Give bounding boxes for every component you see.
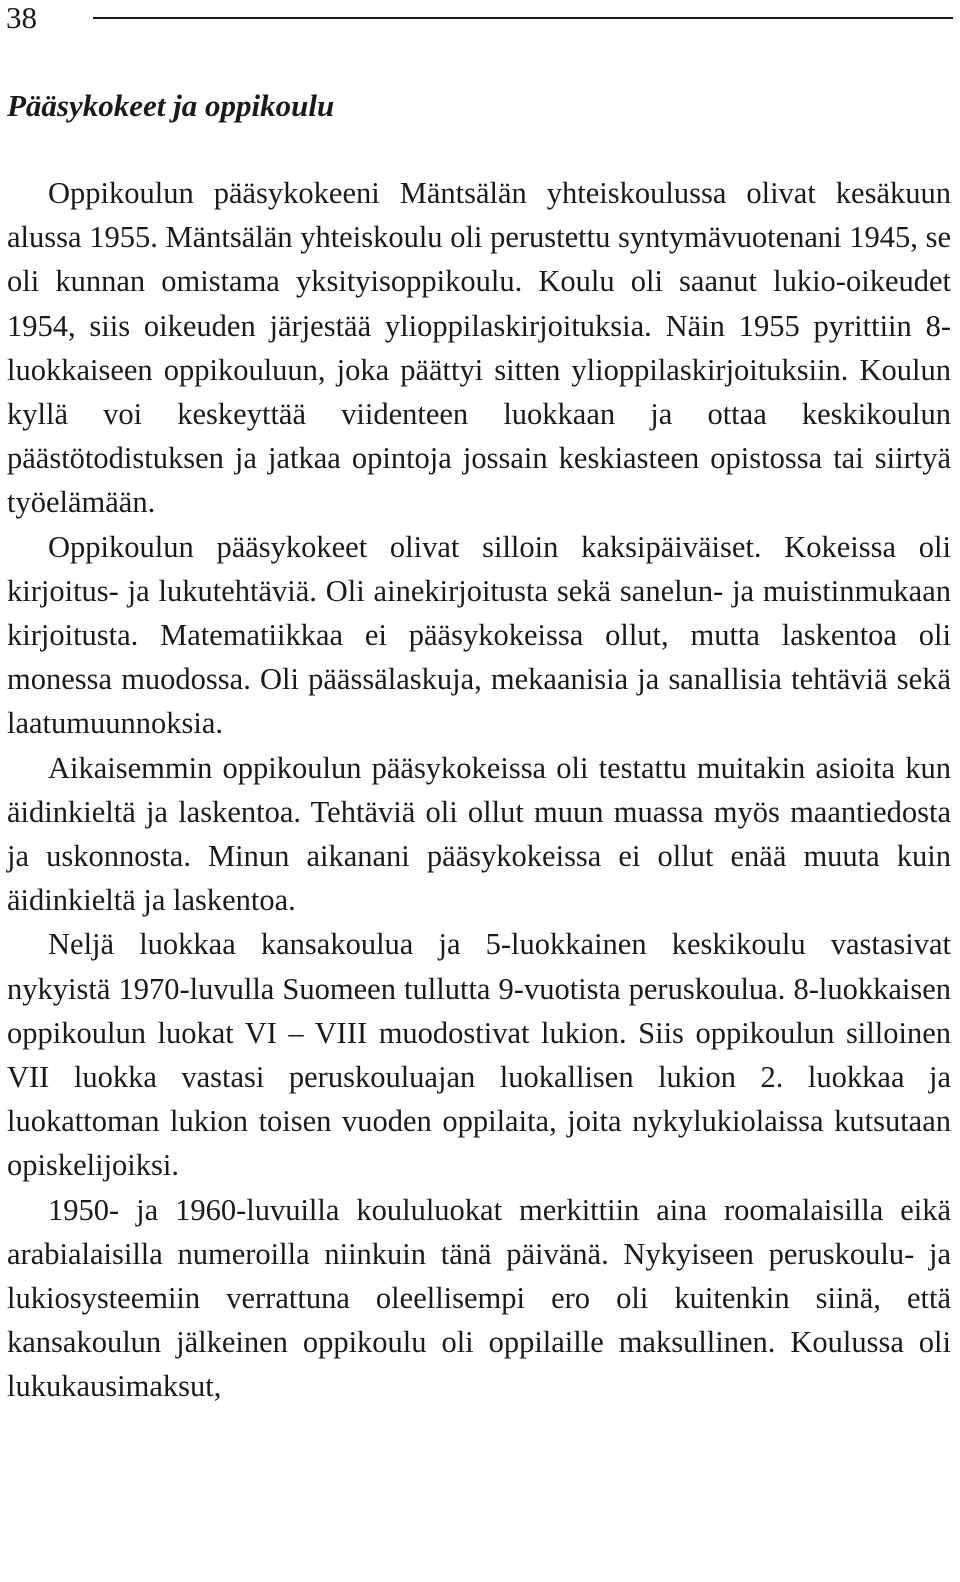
paragraph: Oppikoulun pääsykokeet olivat silloin kaksipäiväiset. Kokeissa oli kirjoitus- ja lukutehtäviä. Oli ainekirjoitusta sekä sanelun- ja muistinmukaan kirjoitusta. Matematiikkaa ei pääsykokeissa ollut, mutta laskentoa oli monessa muodossa. Oli päässälaskuja, mekaanisia ja sanallisia tehtäviä sekä laatumuunnoksia. — [7, 529, 951, 741]
header-rule — [93, 17, 953, 19]
body-text — [7, 171, 951, 1409]
paragraph: Neljä luokkaa kansakoulua ja 5-luokkainen keskikoulu vastasivat nykyistä 1970-luvulla Suomeen tullutta 9-vuotista peruskoulua. 8-luokkaisen oppikoulun luokat VI – VIII muodostivat lukion. Siis oppikoulun silloinen VII luokka vastasi peruskouluajan luokallisen lukion 2. luokkaa ja luokattoman lukion toisen vuoden oppilaita, joita nykylukiolaissa kutsutaan opiskelijoiksi. — [7, 927, 951, 1183]
paragraph: Oppikoulun pääsykokeeni Mäntsälän yhteiskoulussa olivat kesäkuun alussa 1955. Mäntsälän yhteiskoulu oli perustettu syntymävuotenani 1945, se oli kunnan omistama yksityisoppikoulu. Koulu oli saanut lukio-oikeudet 1954, siis oikeuden järjestää ylioppilaskirjoituksia. Näin 1955 pyrittiin 8-luokkaiseen oppikouluun, joka päättyi sitten ylioppilaskirjoituksiin. Koulun kyllä voi keskeyttää viidenteen luokkaan ja ottaa keskikoulun päästötodistuksen ja jatkaa opintoja jossain keskiasteen opistossa tai siirtyä työelämään. — [7, 176, 951, 520]
chapter-title: Pääsykokeet ja oppikoulu — [7, 88, 335, 123]
page-number: 38 — [6, 0, 37, 35]
paragraph: Aikaisemmin oppikoulun pääsykokeissa oli testattu muitakin asioita kun äidinkieltä ja laskentoa. Tehtäviä oli ollut muun muassa myös maantiedosta ja uskonnosta. Minun aikanani pääsykokeissa ei ollut enää muuta kuin äidinkieltä ja laskentoa. — [7, 750, 951, 918]
paragraph: 1950- ja 1960-luvuilla koululuokat merkittiin aina roomalaisilla eikä arabialaisilla numeroilla niinkuin tänä päivänä. Nykyiseen peruskoulu- ja lukiosysteemiin verrattuna oleellisempi ero oli kuitenkin siinä, että kansakoulun jälkeinen oppikoulu oli oppilaille maksullinen. Koulussa oli lukukausimaksut, — [7, 1192, 951, 1404]
